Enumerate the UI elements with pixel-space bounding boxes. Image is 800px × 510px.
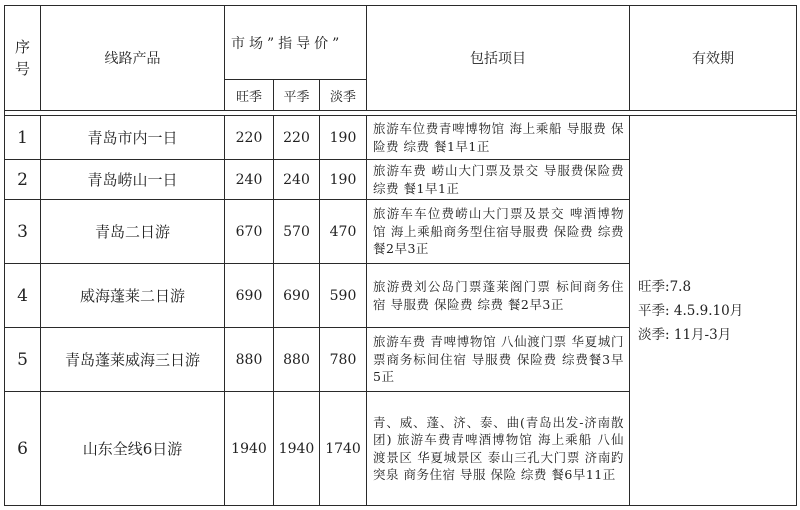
validity-cell <box>630 116 797 506</box>
row-number: 1 <box>5 116 41 160</box>
price-mid: 570 <box>274 200 320 264</box>
price-mid: 690 <box>274 264 320 328</box>
header-items: 包括项目 <box>367 6 630 111</box>
table-row <box>5 116 797 160</box>
included-items: 旅游车费 崂山大门票及景交 导服费保险费 综费 餐1早1正 <box>367 160 630 200</box>
price-low: 190 <box>320 116 367 160</box>
route-name: 山东全线6日游 <box>41 392 225 506</box>
price-peak: 670 <box>225 200 274 264</box>
price-table-wrapper <box>4 5 797 506</box>
price-low: 190 <box>320 160 367 200</box>
price-mid: 880 <box>274 328 320 392</box>
route-name: 青岛崂山一日 <box>41 160 225 200</box>
header-price-group-label: 市场”指导价” <box>231 35 344 52</box>
included-items: 旅游车位费青啤博物馆 海上乘船 导服费 保险费 综费 餐1早1正 <box>367 116 630 160</box>
price-low: 780 <box>320 328 367 392</box>
price-peak: 220 <box>225 116 274 160</box>
route-name: 青岛市内一日 <box>41 116 225 160</box>
row-number: 3 <box>5 200 41 264</box>
header-season-peak: 旺季 <box>225 80 274 111</box>
included-items: 青、威、蓬、济、泰、曲(青岛出发-济南散团) 旅游车费青啤酒博物馆 海上乘船 八仙渡景区 华夏城景区 泰山三孔大门票 济南趵突泉 商务住宿 导服 保险 综费 餐6早11正 <box>367 392 630 506</box>
price-mid: 1940 <box>274 392 320 506</box>
header-seq-label: 序号 <box>14 38 30 78</box>
price-peak: 880 <box>225 328 274 392</box>
price-peak: 690 <box>225 264 274 328</box>
included-items: 旅游车费 青啤博物馆 八仙渡门票 华夏城门票商务标间住宿 导服费 保险费 综费餐3早5正 <box>367 328 630 392</box>
validity-peak: 旺季:7.8 <box>638 278 692 295</box>
row-number: 5 <box>5 328 41 392</box>
price-low: 470 <box>320 200 367 264</box>
included-items: 旅游费刘公岛门票蓬莱阁门票 标间商务住宿 导服费 保险费 综费 餐2早3正 <box>367 264 630 328</box>
tour-price-table <box>4 5 797 506</box>
price-low: 1740 <box>320 392 367 506</box>
route-name: 青岛蓬莱威海三日游 <box>41 328 225 392</box>
row-number: 4 <box>5 264 41 328</box>
route-name: 威海蓬莱二日游 <box>41 264 225 328</box>
header-validity: 有效期 <box>630 6 797 111</box>
price-peak: 1940 <box>225 392 274 506</box>
price-mid: 220 <box>274 116 320 160</box>
header-season-mid: 平季 <box>274 80 320 111</box>
price-peak: 240 <box>225 160 274 200</box>
header-season-low: 淡季 <box>320 80 367 111</box>
validity-mid: 平季: 4.5.9.10月 <box>638 302 744 319</box>
header-row-top <box>5 6 797 80</box>
header-route: 线路产品 <box>41 6 225 111</box>
price-mid: 240 <box>274 160 320 200</box>
included-items: 旅游车车位费崂山大门票及景交 啤酒博物馆 海上乘船商务型住宿导服费 保险费 综费 餐2早3正 <box>367 200 630 264</box>
price-low: 590 <box>320 264 367 328</box>
header-price-group <box>225 6 367 80</box>
header-seq <box>5 6 41 111</box>
route-name: 青岛二日游 <box>41 200 225 264</box>
row-number: 6 <box>5 392 41 506</box>
row-number: 2 <box>5 160 41 200</box>
validity-low: 淡季: 11月-3月 <box>638 326 732 343</box>
